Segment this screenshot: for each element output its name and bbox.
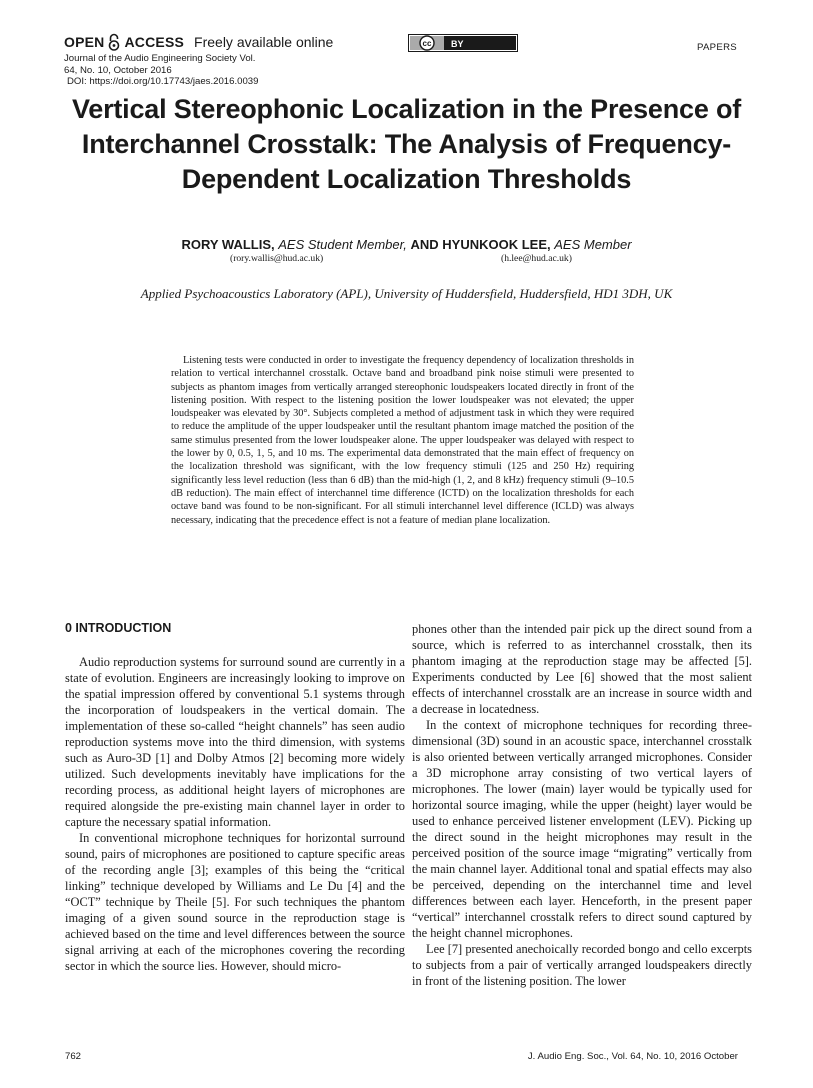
open-lock-icon [107,33,121,51]
author-1-name: RORY WALLIS, [181,237,275,252]
page-number: 762 [65,1051,82,1062]
section-label: PAPERS [696,42,737,53]
author-line [0,237,813,252]
left-column [65,620,405,974]
cc-label: cc [422,39,432,48]
open-access-free-text: Freely available online [194,34,334,50]
open-access-banner [64,32,333,52]
body-paragraph: Audio reproduction systems for surround sound are currently in a state of evolution. Engineers are increasingly looking to improve on the spatial impression offered by conventional 5.1 systems through the incorporation of loudspeakers in the vertical domain. The implementation of these so-called “height channels” has seen audio reproduction systems move into the third dimension, with systems such as Auro-3D [1] and Dolby Atmos [2] becoming more widely utilized. Such developments inevitably have implications for the recording process, as additional height layers of microphones are required alongside the pre-existing main channel layer in order to capture the necessary spatial information. [65,655,405,829]
by-label: BY [451,39,464,49]
author-1-role: AES Student Member, [278,237,407,252]
abstract: Listening tests were conducted in order to investigate the frequency dependency of localization thresholds in relation to vertical interchannel crosstalk. Octave band and broadband pink noise stimuli were presented to subjects as phantom images from vertically arranged stereophonic loudspeakers located directly in front of the listening position. With respect to the listening position the lower loudspeaker was not elevated; the upper loudspeaker was elevated by 30°. Subjects completed a method of adjustment task in which they were required to reduce the amplitude of the upper loudspeaker until the resultant phantom image matched the position of the same stimulus presented from the lower loudspeaker alone. The upper loudspeaker was delayed with respect to the lower by 0, 0.5, 1, 5, and 10 ms. The experimental data demonstrated that the main effect of frequency on the localization threshold was significant, with the low frequency stimuli (125 and 250 Hz) requiring significantly less level reduction (less than 6 dB) than the mid-high (1, 2, and 8 kHz) frequency stimuli (9–10.5 dB reduction). The main effect of interchannel time difference (ICTD) on the localization thresholds for each octave band was found to be non-significant. For all stimuli interchannel level difference (ICLD) was always necessary, indicating that the precedence effect is not a feature of median plane localization. [171,355,634,526]
author-2-name: HYUNKOOK LEE, [442,237,551,252]
journal-info [64,53,274,88]
footer-citation: J. Audio Eng. Soc., Vol. 64, No. 10, 2016 October [527,1051,738,1062]
cc-by-license-badge[interactable] [408,34,518,52]
body-paragraph: In conventional microphone techniques for horizontal surround sound, pairs of microphones are positioned to capture specific areas of the recording angle [3]; examples of this being the “critical linking” technique developed by Williams and Le Du [4] and the “OCT” technique by Theile [5]. For such techniques the phantom imaging of a given sound source in the reproduction stage is achieved based on the time and level differences between the source signal arriving at each of the microphones covering the recording sector in which the source lies. However, should micro- [65,831,405,973]
right-column [412,621,752,989]
author-2-email[interactable]: (h.lee@hud.ac.uk) [501,253,572,264]
author-and: AND [410,237,439,252]
section-heading: 0 INTRODUCTION [65,621,172,635]
journal-line-2: 64, No. 10, October 2016 [64,64,172,76]
open-access-open-text: OPEN [64,34,105,50]
open-access-access-text: ACCESS [124,34,185,50]
body-paragraph: phones other than the intended pair pick up the direct sound from a source, which is referred to as interchannel crosstalk, then its phantom imaging at the reproduction stage may be affected [5]. Experiments conducted by Lee [6] showed that the most salient effects of interchannel crosstalk are an increase in source width and a decrease in locatedness. [412,622,752,716]
paper-title: Vertical Stereophonic Localization in the Presence of Interchannel Crosstalk: The Analysis of Frequency-Dependent Localization Thresholds [71,94,742,194]
author-2-role: AES Member [554,237,632,252]
journal-line-1: Journal of the Audio Engineering Society Vol. [64,53,256,64]
affiliation: Applied Psychoacoustics Laboratory (APL), University of Huddersfield, Huddersfield, HD1 3DH, UK [140,286,673,301]
body-paragraph: In the context of microphone techniques for recording three-dimensional (3D) sound in an acoustic space, interchannel crosstalk is also oriented between vertically arranged microphones. Consider a 3D microphone array consisting of two vertical layers of microphones. The lower (main) layer would be typically used for horizontal source imaging, while the upper (height) layer would be used to enhance perceived listener envelopment (LEV). Picking up the direct sound in the height microphones may result in the perceived position of the source image “migrating” vertically from the main channel layer. Additional tonal and spatial effects may also be perceived, depending on the interchannel time and level differences between each layer. Henceforth, in the present paper “vertical” interchannel crosstalk refers to direct sound captured by the height channel microphones. [412,718,752,940]
author-1-email[interactable]: (rory.wallis@hud.ac.uk) [230,253,324,264]
body-paragraph: Lee [7] presented anechoically recorded bongo and cello excerpts to subjects from a pair of vertically arranged loudspeakers directly in front of the listening position. The lower [412,942,752,988]
doi-link[interactable]: DOI: https://doi.org/10.17743/jaes.2016.0039 [67,76,259,87]
